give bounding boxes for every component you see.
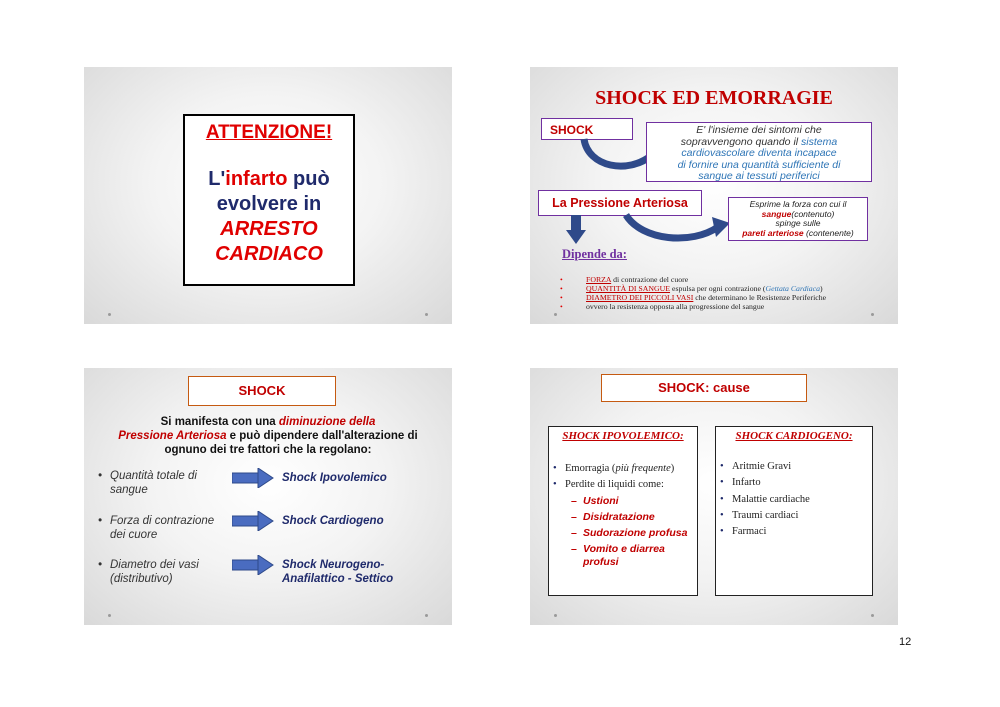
def-line: E' l'insieme dei sintomi che: [696, 124, 822, 136]
cause-text: Diametro dei vasi (distributivo): [110, 559, 199, 585]
bullet: •: [720, 477, 724, 488]
list-item-cont: • ovvero la resistenza opposta alla progressione del sangue: [560, 302, 890, 311]
arresto-line: ARRESTO: [220, 218, 318, 240]
bullet: •: [553, 479, 557, 490]
text-l: L': [208, 168, 226, 190]
bullet: •: [720, 461, 724, 472]
evolvere-line: evolvere in: [216, 193, 322, 215]
cause-text: Quantità totale di sangue: [110, 470, 197, 496]
shock-intro: [98, 415, 438, 457]
sub-text: Sudorazione profusa: [583, 527, 688, 539]
slide-dot: [554, 614, 557, 617]
factor-text: ): [820, 284, 823, 293]
slide-title: SHOCK: cause: [601, 374, 807, 402]
slide-dot: [425, 313, 428, 316]
right-arrow-icon: [232, 555, 274, 575]
list-item: [560, 275, 890, 284]
right-arrow-icon: [232, 468, 274, 488]
item-text: Farmaci: [732, 526, 767, 537]
dash: –: [571, 543, 577, 555]
ex-text: (contenente): [803, 227, 854, 238]
bullet: •: [720, 526, 724, 537]
def-line: sangue ai tessuti periferici: [698, 170, 820, 182]
shock-cardiogeno: Shock Cardiogeno: [282, 515, 384, 527]
attention-heading: ATTENZIONE!: [205, 122, 333, 143]
column-title: SHOCK CARDIOGENO:: [735, 430, 853, 442]
item-text: Infarto: [732, 477, 761, 488]
result-line: Anafilattico - Settico: [282, 573, 394, 585]
slide-dot: [871, 313, 874, 316]
slide-title: SHOCK: [188, 376, 336, 406]
curved-arrow-icon: [622, 213, 732, 245]
ex-bold: sangue: [761, 208, 792, 219]
dash: –: [571, 527, 577, 539]
factor-note: Gettata Cardiaca: [765, 284, 821, 293]
bullet: •: [98, 559, 103, 571]
intro-hl: diminuzione della: [278, 416, 376, 428]
cardiaco-line: CARDIACO: [215, 243, 323, 265]
list-item: [560, 284, 890, 293]
def-text: sopravvengono quando il: [680, 135, 802, 148]
item-text: Traumi cardiaci: [732, 510, 799, 521]
column-title: SHOCK IPOVOLEMICO:: [562, 430, 684, 442]
def-line: cardiovascolare diventa incapace: [681, 147, 837, 159]
sub-text: Vomito e diarrea profusi: [583, 543, 665, 568]
intro-line: [98, 415, 438, 429]
text-italic: più frequente: [615, 463, 671, 474]
right-arrow-icon: [232, 511, 274, 531]
dipende-heading: Dipende da:: [562, 247, 627, 261]
sub-text: Ustioni: [583, 495, 619, 507]
shock-label-box: SHOCK: [541, 118, 633, 140]
slide-shock-cause: [530, 368, 898, 625]
factor-text: che determinano le Resistenze Periferiche: [693, 293, 827, 302]
factors-list: [560, 275, 890, 311]
factor-text: di contrazione del cuore: [611, 275, 689, 284]
intro-text: e può dipendere dall'alterazione di: [226, 430, 418, 442]
factor-term: QUANTITÀ DI SANGUE: [586, 284, 671, 293]
item-text: [565, 462, 674, 475]
bullet: •: [98, 470, 103, 482]
slide-title: SHOCK ED EMORRAGIE: [595, 87, 833, 109]
infarto-word: infarto: [225, 168, 288, 190]
slide-dot: [871, 614, 874, 617]
item-text: Perdite di liquidi come:: [565, 479, 664, 490]
ex-text: (contenuto): [791, 208, 835, 219]
cause-text: Forza di contrazione dei cuore: [110, 515, 215, 541]
ipovolemico-column: [548, 426, 698, 596]
bullet: •: [720, 510, 724, 521]
shock-definition-box: [646, 122, 872, 182]
slide-dot: [108, 313, 111, 316]
dash: –: [571, 495, 577, 507]
bullet: •: [98, 515, 103, 527]
factor-term: DIAMETRO DEI PICCOLI VASI: [586, 293, 694, 302]
text-part: Emorragia (: [565, 463, 616, 474]
item-text: Malattie cardiache: [732, 494, 810, 505]
dash: –: [571, 511, 577, 523]
intro-line: ognuno dei tre fattori che la regolano:: [164, 444, 372, 456]
ex-line: [729, 229, 867, 239]
intro-line: [98, 429, 438, 443]
bullet: •: [553, 463, 557, 474]
ex-line: Esprime la forza con cui il: [749, 199, 847, 209]
def-line: di fornire una quantità sufficiente di: [677, 158, 841, 171]
sub-text: Disidratazione: [583, 511, 655, 523]
item-text: Aritmie Gravi: [732, 461, 792, 472]
shock-neurogeno: [282, 558, 393, 586]
bullet: •: [720, 494, 724, 505]
puo-word: può: [287, 168, 330, 190]
intro-hl: Pressione Arteriosa: [118, 430, 227, 442]
slide-attenzione: [84, 67, 452, 324]
ex-bold: pareti arteriose: [742, 227, 804, 238]
list-item: [560, 293, 890, 302]
down-arrow-icon: [566, 215, 586, 245]
result-line: Shock Neurogeno-: [282, 559, 385, 571]
intro-text: Si manifesta con una: [160, 416, 279, 428]
pressione-arteriosa-box: La Pressione Arteriosa: [538, 190, 702, 216]
def-blue: sistema: [801, 135, 838, 148]
slide-dot: [554, 313, 557, 316]
factor-text: espulsa per ogni contrazione (: [670, 284, 766, 293]
page-number: 12: [899, 636, 912, 648]
slide-dot: [425, 614, 428, 617]
pressione-explanation-box: [728, 197, 868, 241]
ex-line: spinge sulle: [775, 218, 821, 228]
slide-shock-emorragie: [530, 67, 898, 324]
text-part: ): [670, 463, 675, 474]
cardiogeno-column: [715, 426, 873, 596]
infarto-line: [185, 167, 353, 192]
slide-dot: [108, 614, 111, 617]
factor-term: FORZA: [586, 275, 612, 284]
attention-box: [183, 114, 355, 286]
slide-shock: [84, 368, 452, 625]
shock-ipovolemico: Shock Ipovolemico: [282, 472, 387, 484]
